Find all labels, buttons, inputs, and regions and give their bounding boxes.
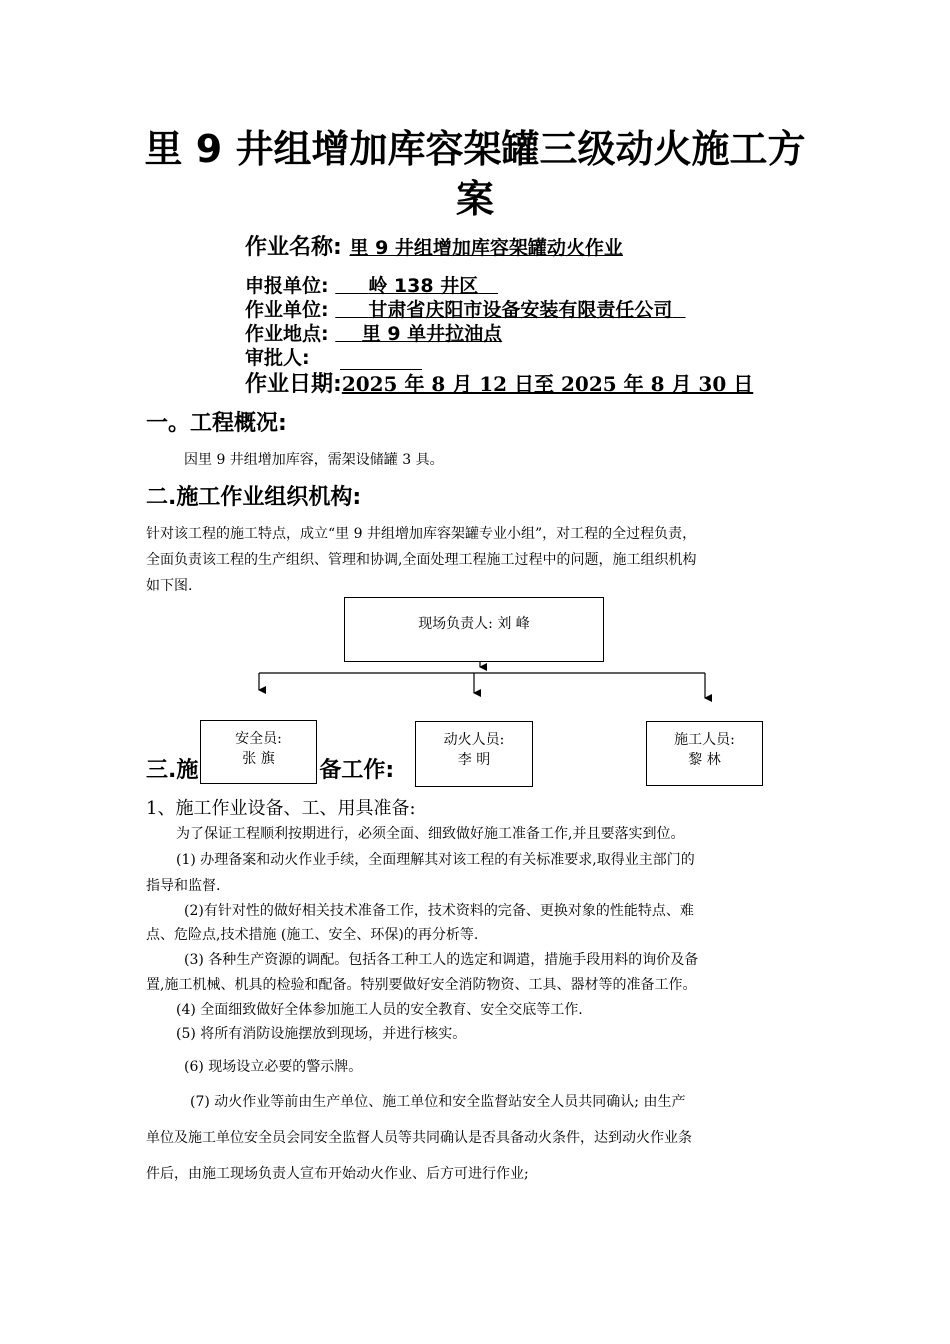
org-leader-label: 现场负责人: 刘 峰 <box>418 616 530 632</box>
apply-unit-row <box>245 274 498 298</box>
para-7c-text-d: 动火作业 <box>356 1166 412 1182</box>
org-safety-name: 张 旗 <box>242 751 275 767</box>
section3-para-7b <box>146 1128 692 1148</box>
section3-para-1a: (1) 办理备案和动火作业手续，全面理解其对该工程的有关标准要求,取得业主部门的 <box>176 852 695 868</box>
para-7b-text-b: 动火作业 <box>622 1130 678 1146</box>
org-fire-role: 动火人员: <box>443 732 505 748</box>
section2-line-1: 针对该工程的施工特点，成立“里 9 井组增加库容架罐专业小组”，对工程的全过程负责， <box>146 526 697 542</box>
section3-para-4: (4) 全面细致做好全体参加施工人员的安全教育、安全交底等工作. <box>176 1002 583 1018</box>
job-name-label: 作业名称: <box>245 235 342 260</box>
section3-para-5: (5) 将所有消防设施摆放到现场，并进行核实。 <box>176 1026 467 1042</box>
date-value: 2025 年 8 月 12 日至 2025 年 8 月 30 日 <box>341 372 754 396</box>
section3-para-6: (6) 现场设立必要的警示牌。 <box>184 1059 363 1075</box>
org-safety-role: 安全员: <box>235 731 282 747</box>
section1-text: 因里 9 井组增加库容，需架设储罐 3 具。 <box>184 452 444 468</box>
section2-line-2: 全面负责该工程的生产组织、管理和协调,全面处理工程施工过程中的问题，施工组织机构 <box>146 552 697 568</box>
apply-unit-value: 岭 138 井区 <box>368 275 479 297</box>
para-7b-text-c: 条 <box>678 1130 692 1146</box>
apply-unit-label: 申报单位: <box>245 275 329 297</box>
org-safety-box <box>200 720 317 784</box>
work-unit-row <box>245 298 686 322</box>
location-label: 作业地点: <box>245 323 329 345</box>
document-title <box>120 124 830 224</box>
work-unit-label: 作业单位: <box>245 299 329 321</box>
para-7b-text-a: 单位及施工单位安全员会同安全监督人员等共同确认是否具备动火条件，达到 <box>146 1130 622 1146</box>
work-unit-value: 甘肃省庆阳市设备安装有限责任公司 <box>368 299 673 321</box>
para-7c-text-b: 由施工现场负责人 <box>188 1166 300 1182</box>
job-name-value: 里 9 井组增加库容架罐动火作业 <box>349 237 623 259</box>
section3-para-2a: (2)有针对性的做好相关技术准备工作，技术资料的完备、更换对象的性能特点、难 <box>184 903 694 919</box>
section3-para-3b: 置,施工机械、机具的检验和配备。特别要做好安全消防物资、工具、器材等的准备工作。 <box>146 977 697 993</box>
date-row <box>245 372 753 397</box>
org-leader-box <box>344 597 604 662</box>
section3-subheading: 1、施工作业设备、工、用具准备: <box>146 798 416 819</box>
date-label: 作业日期: <box>245 372 342 397</box>
approver-label: 审批人: <box>245 347 310 369</box>
org-worker-box <box>646 721 763 786</box>
location-value: 里 9 单井拉油点 <box>361 323 503 345</box>
approver-row <box>245 346 422 370</box>
org-worker-role: 施工人员: <box>674 732 735 748</box>
section3-para-1b: 指导和监督. <box>146 878 221 894</box>
title-line-2: 案 <box>455 177 494 221</box>
org-fire-box <box>415 721 533 787</box>
section3-para-3a: (3) 各种生产资源的调配。包括各工种工人的选定和调遣，措施手段用料的询价及备 <box>184 952 699 968</box>
section3-para-7c <box>146 1164 529 1184</box>
section3-para-7a: (7) 动火作业等前由生产单位、施工单位和安全监督站安全人员共同确认; 由生产 <box>190 1094 686 1110</box>
section2-heading: 二.施工作业组织机构: <box>146 485 362 510</box>
org-fire-name: 李 明 <box>457 752 491 768</box>
approver-blank <box>340 351 422 370</box>
para-7c-text-c: 宣布开始 <box>300 1166 356 1182</box>
section2-line-3: 如下图. <box>146 578 193 594</box>
job-name-row <box>245 236 638 260</box>
section3-para-intro: 为了保证工程顺利按期进行，必须全面、细致做好施工准备工作,并且要落实到位。 <box>176 826 685 842</box>
org-worker-name: 黎 林 <box>688 752 721 768</box>
para-7c-text-a: 件后， <box>146 1166 188 1182</box>
para-7c-text-e: 、后方可进行作业; <box>412 1166 529 1182</box>
title-line-1: 里 9 井组增加库容架罐三级动火施工方 <box>144 127 806 171</box>
location-row <box>245 322 502 346</box>
section1-heading: 一。工程概况: <box>146 411 287 436</box>
section3-para-2b: 点、危险点,技术措施 (施工、安全、环保)的再分析等. <box>146 927 479 943</box>
section3-heading-right: 备工作: <box>319 758 395 783</box>
section3-heading-left: 三.施 <box>146 758 199 783</box>
